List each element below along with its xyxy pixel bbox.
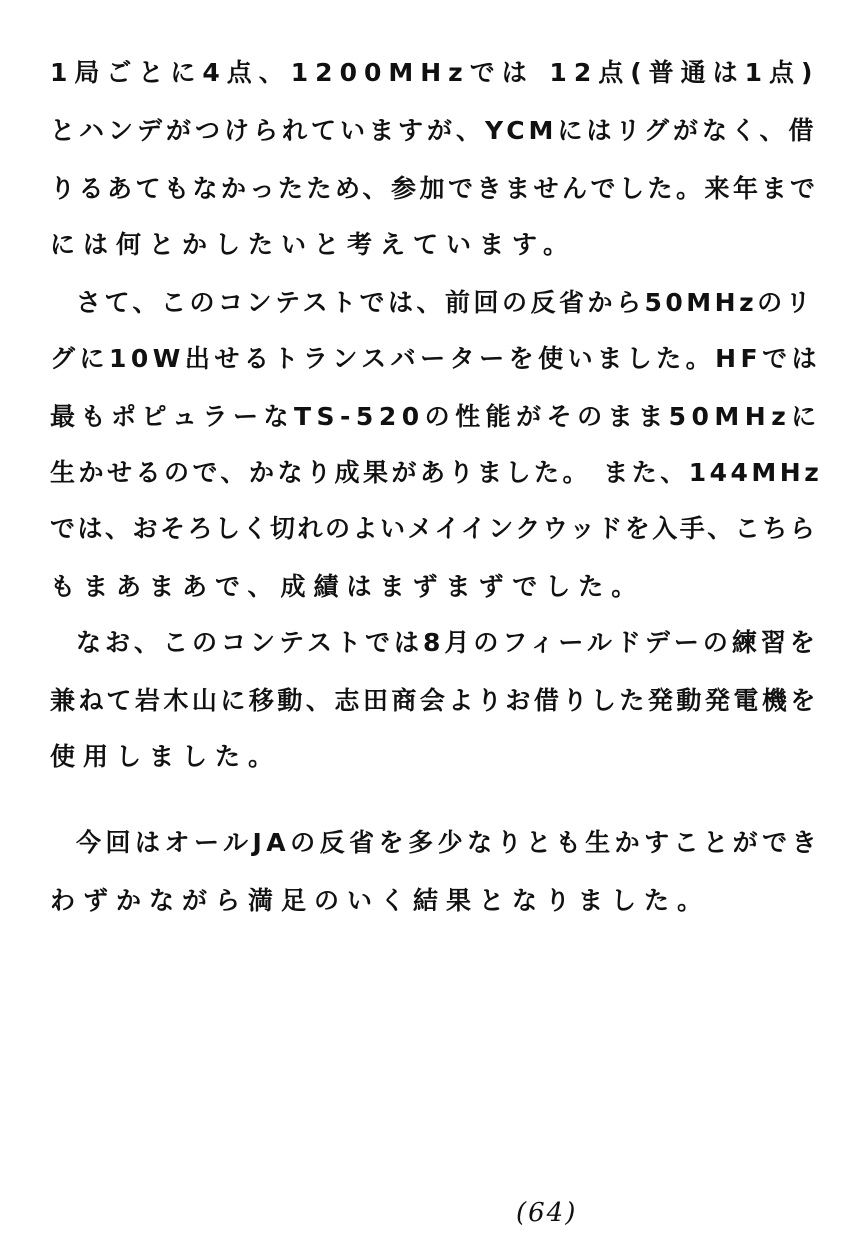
text-line-10: もまあまあで、成績はまずまずでした。	[50, 572, 645, 601]
text-line-2: とハンデがつけられていますが、YCMにはリグがなく、借	[50, 116, 818, 145]
text-line-5: さて、このコンテストでは、前回の反省から50MHzのリ	[76, 288, 815, 317]
text-line-3: りるあてもなかったため、参加できませんでした。来年まで	[50, 174, 819, 203]
page-number: (64)	[516, 1198, 578, 1228]
text-line-14: 今回はオールJAの反省を多少なりとも生かすことができ	[76, 828, 822, 857]
text-line-8: 生かせるので、かなり成果がありました。 また、144MHz	[50, 458, 823, 487]
text-line-15: わずかながら満足のいく結果となりました。	[50, 886, 711, 915]
text-line-7: 最もポピュラーなTS-520の性能がそのまま50MHzに	[50, 402, 822, 431]
text-line-9: では、おそろしく切れのよいメイインクウッドを入手、こちら	[50, 514, 818, 543]
text-line-13: 使用しました。	[50, 742, 282, 771]
text-line-1: 1局ごとに4点、1200MHzでは 12点(普通は1点)	[50, 58, 820, 87]
text-line-6: グに10W出せるトランスバーターを使いました。HFでは	[50, 344, 822, 373]
text-line-11: なお、このコンテストでは8月のフィールドデーの練習を	[76, 628, 819, 657]
text-line-12: 兼ねて岩木山に移動、志田商会よりお借りした発動発電機を	[50, 686, 819, 715]
text-line-4: には何とかしたいと考えています。	[50, 230, 577, 259]
